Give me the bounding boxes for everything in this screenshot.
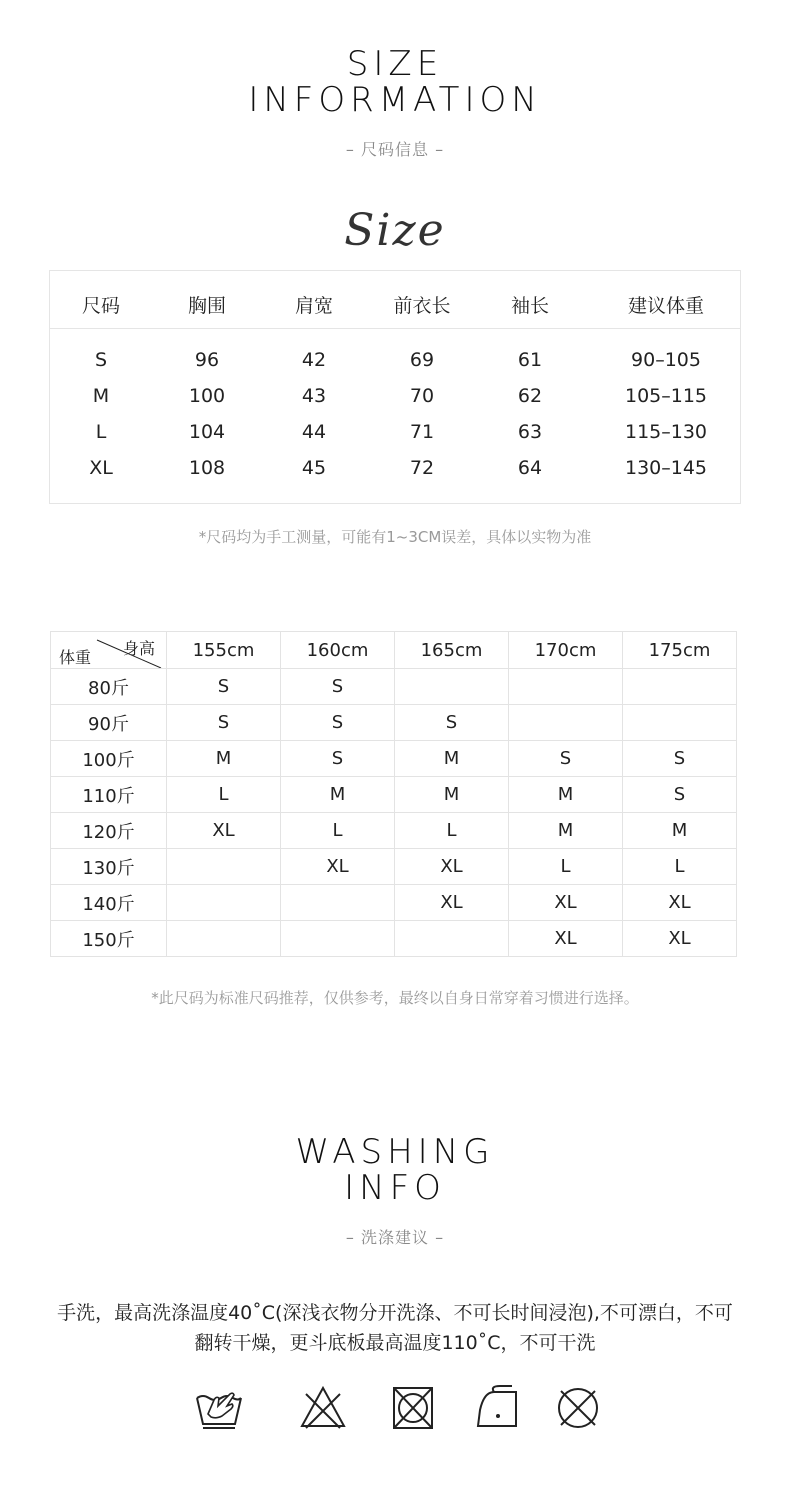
size-table-cell: 100: [188, 385, 226, 407]
size-table-cell: M: [92, 385, 110, 407]
no-tumble-dry-icon: [388, 1384, 438, 1432]
grid-size-cell: M: [509, 813, 623, 849]
size-table-cell: S: [94, 349, 108, 371]
grid-size-cell: S: [281, 705, 395, 741]
grid-size-cell: [509, 705, 623, 741]
size-table-cell: L: [95, 421, 107, 443]
size-table-cell: 90–105: [631, 349, 701, 371]
grid-size-cell: XL: [167, 813, 281, 849]
grid-height-header: 160cm: [281, 632, 395, 669]
grid-size-cell: L: [167, 777, 281, 813]
grid-size-cell: [623, 669, 737, 705]
grid-size-cell: XL: [281, 849, 395, 885]
grid-height-header: 170cm: [509, 632, 623, 669]
grid-size-cell: [509, 669, 623, 705]
grid-size-cell: M: [623, 813, 737, 849]
grid-size-cell: [167, 849, 281, 885]
grid-size-cell: [167, 885, 281, 921]
no-dry-clean-icon: [553, 1384, 603, 1432]
size-table-cell: 63: [517, 421, 543, 443]
grid-row: [51, 849, 737, 885]
size-table-cell: 45: [301, 457, 327, 479]
grid-height-header: 155cm: [167, 632, 281, 669]
grid-weight-label: 110斤: [51, 777, 167, 813]
size-table-header-cell: 尺码: [81, 295, 120, 317]
size-table: [49, 270, 741, 504]
grid-row: [51, 705, 737, 741]
grid-row: [51, 777, 737, 813]
iron-icon: [472, 1384, 522, 1432]
washing-title-line2: INFO: [344, 1168, 446, 1208]
size-table-cell: 70: [409, 385, 435, 407]
grid-size-cell: S: [167, 669, 281, 705]
no-bleach-icon: [298, 1384, 348, 1432]
grid-size-cell: L: [281, 813, 395, 849]
grid-size-cell: M: [167, 741, 281, 777]
size-table-cell: 130–145: [624, 457, 708, 479]
size-table-cell: 43: [301, 385, 327, 407]
grid-row: [51, 813, 737, 849]
grid-weight-label: 130斤: [51, 849, 167, 885]
grid-size-cell: S: [395, 705, 509, 741]
grid-weight-label: 150斤: [51, 921, 167, 957]
grid-size-cell: XL: [509, 885, 623, 921]
size-table-cell: 44: [301, 421, 327, 443]
grid-size-cell: S: [281, 741, 395, 777]
size-table-cell: 104: [188, 421, 226, 443]
size-table-header-cell: 袖长: [510, 295, 549, 317]
grid-size-cell: S: [167, 705, 281, 741]
grid-size-cell: M: [395, 741, 509, 777]
size-script-label: Size: [344, 205, 446, 256]
grid-header-row: [51, 632, 737, 669]
grid-corner-cell: [51, 632, 167, 669]
grid-corner-weight-label: 体重: [59, 648, 92, 667]
size-table-header-cell: 肩宽: [294, 295, 333, 317]
size-subtitle: – 尺码信息 –: [345, 140, 445, 159]
grid-size-cell: L: [509, 849, 623, 885]
size-table-cell: 96: [194, 349, 220, 371]
grid-size-cell: XL: [395, 849, 509, 885]
grid-weight-label: 140斤: [51, 885, 167, 921]
grid-size-cell: [167, 921, 281, 957]
size-table-cell: 72: [409, 457, 435, 479]
size-table-cell: 115–130: [624, 421, 708, 443]
grid-row: [51, 741, 737, 777]
grid-note: *此尺码为标准尺码推荐，仅供参考，最终以自身日常穿着习惯进行选择。: [151, 989, 639, 1007]
size-table-cell: 61: [517, 349, 543, 371]
grid-size-cell: L: [623, 849, 737, 885]
grid-height-header: 175cm: [623, 632, 737, 669]
grid-size-cell: [395, 669, 509, 705]
grid-weight-label: 100斤: [51, 741, 167, 777]
size-table-cell: 69: [409, 349, 435, 371]
size-table-cell: 64: [517, 457, 543, 479]
size-title-line1: SIZE: [346, 44, 444, 84]
washing-subtitle: – 洗涤建议 –: [345, 1228, 445, 1247]
grid-size-cell: S: [509, 741, 623, 777]
size-table-cell: 42: [301, 349, 327, 371]
size-title-line2: INFORMATION: [248, 80, 542, 120]
size-table-cell: 105–115: [624, 385, 708, 407]
grid-size-cell: S: [623, 741, 737, 777]
grid-row: [51, 885, 737, 921]
grid-size-cell: S: [623, 777, 737, 813]
grid-size-cell: XL: [623, 921, 737, 957]
grid-size-cell: M: [281, 777, 395, 813]
size-table-cell: XL: [89, 457, 113, 479]
grid-corner-height-label: 身高: [123, 639, 156, 658]
washing-title-line1: WASHING: [295, 1132, 495, 1172]
grid-size-cell: XL: [395, 885, 509, 921]
grid-size-cell: L: [395, 813, 509, 849]
washing-text-line2: 翻转干燥，更斗底板最高温度110˚C，不可干洗: [194, 1332, 596, 1354]
size-table-header-cell: 建议体重: [627, 295, 704, 317]
grid-weight-label: 120斤: [51, 813, 167, 849]
size-table-cell: 108: [188, 457, 226, 479]
grid-size-cell: [281, 921, 395, 957]
grid-weight-label: 90斤: [51, 705, 167, 741]
size-table-note: *尺码均为手工测量，可能有1~3CM误差，具体以实物为准: [198, 528, 592, 546]
grid-size-cell: [395, 921, 509, 957]
grid-size-cell: XL: [623, 885, 737, 921]
size-recommendation-grid: [50, 631, 737, 957]
grid-weight-label: 80斤: [51, 669, 167, 705]
grid-size-cell: M: [395, 777, 509, 813]
grid-size-cell: [281, 885, 395, 921]
grid-row: [51, 669, 737, 705]
grid-row: [51, 921, 737, 957]
size-table-cell: 71: [409, 421, 435, 443]
washing-text-line1: 手洗，最高洗涤温度40˚C(深浅衣物分开洗涤、不可长时间浸泡),不可漂白，不可: [57, 1302, 733, 1324]
hand-wash-icon: [194, 1384, 244, 1432]
size-table-header-cell: 胸围: [187, 295, 226, 317]
size-table-header-cell: 前衣长: [393, 295, 451, 317]
grid-size-cell: XL: [509, 921, 623, 957]
grid-size-cell: [623, 705, 737, 741]
grid-height-header: 165cm: [395, 632, 509, 669]
size-table-cell: 62: [517, 385, 543, 407]
grid-size-cell: S: [281, 669, 395, 705]
grid-size-cell: M: [509, 777, 623, 813]
